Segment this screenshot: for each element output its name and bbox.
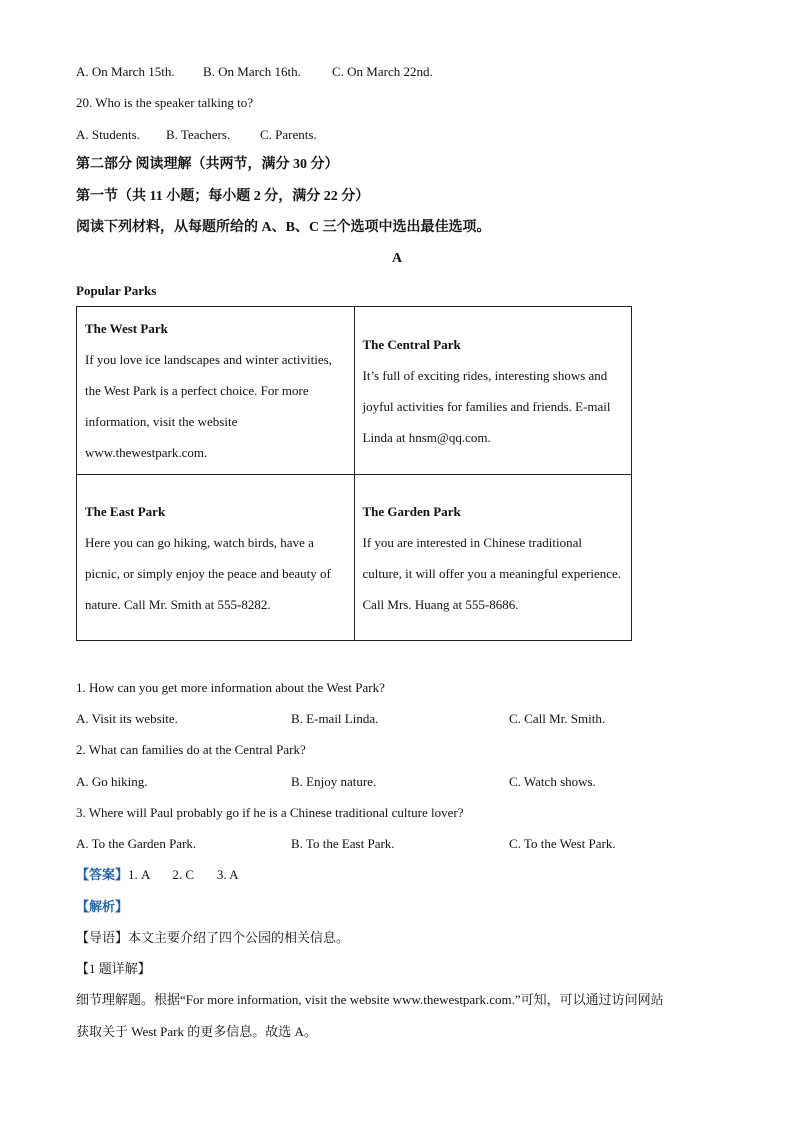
answer-tag: 【答案】 xyxy=(76,867,129,882)
q1-option-c: C. Call Mr. Smith. xyxy=(509,711,606,726)
q20-option-c: C. Parents. xyxy=(260,127,317,142)
section1-heading: 第一节（共 11 小题；每小题 2 分，满分 22 分） xyxy=(76,189,370,204)
detail-line-1: 细节理解题。根据“For more information, visit the website www.thewestpark.com.”可知，可以通过访问网站 xyxy=(76,992,664,1007)
q2-option-a: A. Go hiking. xyxy=(76,774,148,789)
detail-tag: 【1 题详解】 xyxy=(76,961,151,976)
q20-option-a: A. Students. xyxy=(76,127,140,142)
q2-option-b: B. Enjoy nature. xyxy=(291,774,377,789)
reading-instruction: 阅读下列材料，从每题所给的 A、B、C 三个选项中选出最佳选项。 xyxy=(76,220,491,235)
park-name: The Central Park xyxy=(362,336,461,352)
park-cell-garden xyxy=(354,475,632,641)
question-3: 3. Where will Paul probably go if he is a Chinese traditional culture lover? xyxy=(76,805,464,820)
q19-option-a: A. On March 15th. xyxy=(76,64,175,79)
park-description: It’s full of exciting rides, interesting shows and joyful activities for families and friends. E-mail Linda at hnsm@qq.com. xyxy=(362,367,611,445)
part2-heading: 第二部分 阅读理解（共两节，满分 30 分） xyxy=(76,157,339,172)
q3-option-c: C. To the West Park. xyxy=(509,836,616,851)
q19-option-b: B. On March 16th. xyxy=(203,64,301,79)
analysis-tag: 【解析】 xyxy=(76,899,129,914)
q1-option-a: A. Visit its website. xyxy=(76,711,178,726)
answer-text: 1. A 2. C 3. A xyxy=(128,867,239,882)
analysis-line xyxy=(76,898,128,916)
passage-title: Popular Parks xyxy=(76,283,157,298)
q3-option-a: A. To the Garden Park. xyxy=(76,836,197,851)
q3-option-b: B. To the East Park. xyxy=(291,836,395,851)
park-description: If you are interested in Chinese traditional culture, it will offer you a meaningful experience. Call Mrs. Huang at 555-8686. xyxy=(362,534,622,612)
park-cell-east xyxy=(77,475,355,641)
q19-option-c: C. On March 22nd. xyxy=(332,64,433,79)
park-description: Here you can go hiking, watch birds, have a picnic, or simply enjoy the peace and beauty of nature. Call Mr. Smith at 555-8282. xyxy=(85,534,331,612)
park-name: The West Park xyxy=(85,321,168,336)
park-name: The Garden Park xyxy=(362,503,461,519)
q1-option-b: B. E-mail Linda. xyxy=(291,711,379,726)
parks-table xyxy=(76,306,632,641)
q2-option-c: C. Watch shows. xyxy=(509,774,596,789)
park-cell-west xyxy=(77,307,355,475)
question-2: 2. What can families do at the Central Park? xyxy=(76,742,306,757)
analysis-intro: 【导语】本文主要介绍了四个公园的相关信息。 xyxy=(76,930,350,945)
q20-question: 20. Who is the speaker talking to? xyxy=(76,95,254,110)
park-name: The East Park xyxy=(85,503,166,519)
question-1: 1. How can you get more information about the West Park? xyxy=(76,680,385,695)
detail-line-2: 获取关于 West Park 的更多信息。故选 A。 xyxy=(76,1024,317,1039)
answer-line xyxy=(76,866,239,884)
park-cell-central xyxy=(354,307,632,475)
q20-option-b: B. Teachers. xyxy=(166,127,231,142)
park-description: If you love ice landscapes and winter activities, the West Park is a perfect choice. For more information, visit the website www.thewestpark.com. xyxy=(85,352,332,460)
passage-label: A xyxy=(391,251,403,266)
